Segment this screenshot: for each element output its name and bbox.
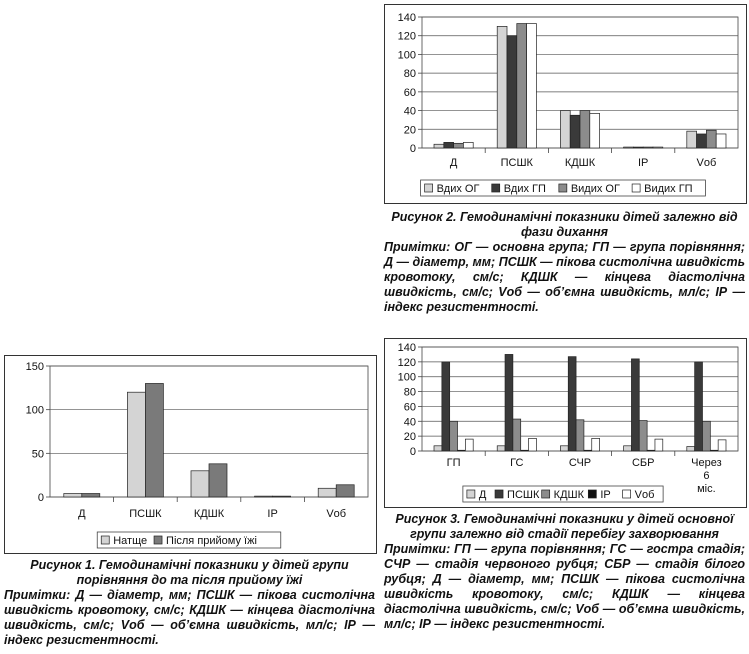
y-tick-label: 0 bbox=[409, 446, 416, 458]
bar-5-4 bbox=[710, 450, 718, 451]
x-tick-label: Д bbox=[449, 157, 458, 169]
bar-5-1 bbox=[318, 488, 336, 497]
figure-3-notes: Примітки: ГП — група порівняння; ГС — гостра стадія; СЧР — стадія червоного рубця; СБР — стадія білого рубця; Д — діаметр, мм; ПСШК — пікова систолічна швидкість кровотоку, см/с; КДШК — кінцева діастолічна швидкість, см/с; Vоб — об’ємна швидкість, мл/с; ІР — індекс резистентності. bbox=[384, 542, 745, 631]
legend-swatch bbox=[559, 184, 567, 192]
chart-2 bbox=[385, 5, 746, 203]
bar-1-1 bbox=[64, 494, 82, 497]
bar-2-2 bbox=[505, 354, 513, 451]
figure-2-caption-block bbox=[384, 210, 745, 315]
bar-4-5 bbox=[655, 439, 663, 451]
legend-label: Вдих ГП bbox=[503, 183, 546, 195]
bar-3-1 bbox=[560, 446, 568, 451]
bar-1-4 bbox=[458, 450, 466, 451]
legend-label: ІР bbox=[600, 489, 611, 501]
legend bbox=[421, 180, 706, 196]
bar-3-2 bbox=[570, 115, 580, 148]
bar-3-5 bbox=[592, 438, 600, 451]
bar-5-3 bbox=[706, 130, 716, 148]
bar-3-4 bbox=[590, 113, 600, 148]
bar-2-3 bbox=[513, 419, 521, 451]
figure-3-caption: Рисунок 3. Гемодинамічні показники у дітей основної групи залежно від стадії перебігу захворювання bbox=[395, 512, 734, 541]
bar-2-2 bbox=[507, 36, 517, 148]
bar-3-3 bbox=[580, 111, 590, 148]
bar-4-1 bbox=[624, 446, 632, 451]
x-tick-label: ГП bbox=[446, 457, 461, 469]
bar-4-3 bbox=[643, 147, 653, 148]
y-tick-label: 140 bbox=[397, 342, 416, 354]
x-tick-label: Через 6 міс. bbox=[691, 457, 722, 495]
y-tick-label: 20 bbox=[403, 431, 416, 444]
legend-label: Д bbox=[478, 489, 487, 501]
legend-swatch bbox=[632, 184, 640, 192]
y-tick-label: 80 bbox=[403, 386, 416, 399]
bar-4-4 bbox=[653, 147, 663, 148]
legend-swatch bbox=[467, 490, 475, 498]
bar-5-2 bbox=[697, 134, 707, 148]
x-tick-label: СБР bbox=[631, 457, 655, 469]
legend-label: Вдих ОГ bbox=[436, 183, 480, 195]
figure-1-caption: Рисунок 1. Гемодинамічні показники у дітей групи порівняння до та після прийому їжі bbox=[30, 558, 349, 587]
chart-3-frame bbox=[384, 338, 747, 508]
x-tick-label: СЧР bbox=[568, 457, 592, 469]
x-tick-label: ІР bbox=[267, 508, 278, 520]
legend-label: Видих ГП bbox=[644, 183, 693, 195]
x-tick-label: ПСШК bbox=[500, 157, 533, 169]
figure-3-caption-block bbox=[384, 512, 745, 632]
bar-2-2 bbox=[145, 383, 163, 497]
x-tick-label: Vоб bbox=[326, 508, 347, 520]
bar-5-3 bbox=[702, 421, 710, 451]
bar-2-5 bbox=[529, 438, 537, 451]
x-tick-label: КДШК bbox=[564, 157, 596, 169]
bar-3-2 bbox=[209, 464, 227, 497]
bar-3-2 bbox=[568, 357, 576, 451]
bar-5-1 bbox=[687, 131, 697, 148]
legend-label: КДШК bbox=[553, 489, 585, 501]
y-tick-label: 80 bbox=[403, 68, 416, 81]
bar-2-4 bbox=[527, 24, 537, 148]
bar-2-4 bbox=[521, 450, 529, 451]
bar-1-2 bbox=[442, 362, 450, 451]
x-tick-label: ПСШК bbox=[129, 508, 162, 520]
bar-1-1 bbox=[434, 446, 442, 451]
y-tick-label: 100 bbox=[397, 371, 416, 384]
bar-4-1 bbox=[624, 147, 634, 148]
chart-3 bbox=[385, 339, 746, 507]
bar-2-1 bbox=[127, 392, 145, 497]
bar-3-4 bbox=[584, 450, 592, 451]
bar-4-3 bbox=[639, 421, 647, 451]
legend bbox=[463, 486, 663, 502]
y-tick-label: 60 bbox=[403, 86, 416, 99]
legend-swatch bbox=[542, 490, 550, 498]
chart-1 bbox=[5, 356, 376, 553]
legend-swatch bbox=[492, 184, 500, 192]
legend-label: Натще bbox=[113, 535, 148, 547]
bar-3-1 bbox=[191, 471, 209, 497]
bar-2-1 bbox=[497, 26, 507, 148]
y-tick-label: 20 bbox=[403, 124, 416, 137]
y-tick-label: 150 bbox=[25, 361, 44, 373]
figure-1-caption-block bbox=[4, 558, 375, 648]
legend-label: Видих ОГ bbox=[570, 183, 620, 195]
x-tick-label: КДШК bbox=[193, 508, 225, 520]
legend-label: Після прийому їжі bbox=[166, 535, 257, 547]
legend-swatch bbox=[101, 536, 109, 544]
legend-swatch bbox=[425, 184, 433, 192]
y-tick-label: 0 bbox=[37, 492, 44, 504]
y-tick-label: 0 bbox=[409, 143, 416, 155]
bar-5-2 bbox=[695, 362, 703, 451]
bar-2-1 bbox=[497, 446, 505, 451]
bar-1-2 bbox=[444, 142, 454, 148]
x-tick-label: Vоб bbox=[696, 157, 717, 169]
bar-4-1 bbox=[255, 496, 273, 497]
figure-2-notes: Примітки: ОГ — основна група; ГП — група порівняння; Д — діаметр, мм; ПСШК — пікова систолічна швидкість кровотоку, см/с; КДШК — кінцева діастолічна швидкість, см/с; Vоб — об’ємна швидкість, мл/с; ІР — індекс резистентності. bbox=[384, 240, 745, 314]
legend-label: Vоб bbox=[634, 489, 655, 501]
bar-1-4 bbox=[463, 142, 473, 148]
chart-1-frame bbox=[4, 355, 377, 554]
bar-4-4 bbox=[647, 450, 655, 451]
y-tick-label: 60 bbox=[403, 401, 416, 414]
figure-1-notes: Примітки: Д — діаметр, мм; ПСШК — пікова систолічна швидкість кровотоку, см/с; КДШК — кінцева діастолічна швидкість, см/с; Vоб — об’ємна швидкість, мл/с; ІР — індекс резистентності. bbox=[4, 588, 375, 647]
bar-4-2 bbox=[631, 359, 639, 451]
legend bbox=[97, 532, 281, 548]
y-tick-label: 40 bbox=[403, 105, 416, 118]
bar-5-5 bbox=[718, 440, 726, 451]
bar-5-4 bbox=[716, 134, 726, 148]
x-tick-label: Д bbox=[78, 508, 86, 520]
bar-4-2 bbox=[633, 147, 643, 148]
bar-4-2 bbox=[273, 496, 291, 497]
legend-swatch bbox=[623, 490, 631, 498]
y-tick-label: 100 bbox=[25, 404, 44, 417]
y-tick-label: 50 bbox=[31, 448, 44, 461]
y-tick-label: 40 bbox=[403, 416, 416, 429]
bar-3-1 bbox=[560, 111, 570, 148]
legend-swatch bbox=[154, 536, 162, 544]
figure-2-caption: Рисунок 2. Гемодинамічні показники дітей залежно від фази дихання bbox=[391, 210, 738, 239]
legend-swatch bbox=[495, 490, 503, 498]
bar-3-3 bbox=[576, 420, 584, 451]
x-tick-label: ІР bbox=[637, 157, 649, 169]
x-tick-label: ГС bbox=[510, 457, 524, 469]
legend-swatch bbox=[588, 490, 596, 498]
legend-label: ПСШК bbox=[507, 489, 540, 501]
bar-1-5 bbox=[465, 439, 473, 451]
bar-1-1 bbox=[434, 144, 444, 148]
y-tick-label: 100 bbox=[397, 49, 416, 62]
y-tick-label: 140 bbox=[397, 12, 416, 24]
bar-5-2 bbox=[336, 485, 354, 497]
bar-1-3 bbox=[454, 143, 464, 148]
bar-1-3 bbox=[450, 421, 458, 451]
chart-2-frame bbox=[384, 4, 747, 204]
bar-1-2 bbox=[82, 494, 100, 497]
bar-2-3 bbox=[517, 24, 527, 148]
y-tick-label: 120 bbox=[397, 30, 416, 43]
bar-5-1 bbox=[687, 447, 695, 451]
y-tick-label: 120 bbox=[397, 356, 416, 369]
